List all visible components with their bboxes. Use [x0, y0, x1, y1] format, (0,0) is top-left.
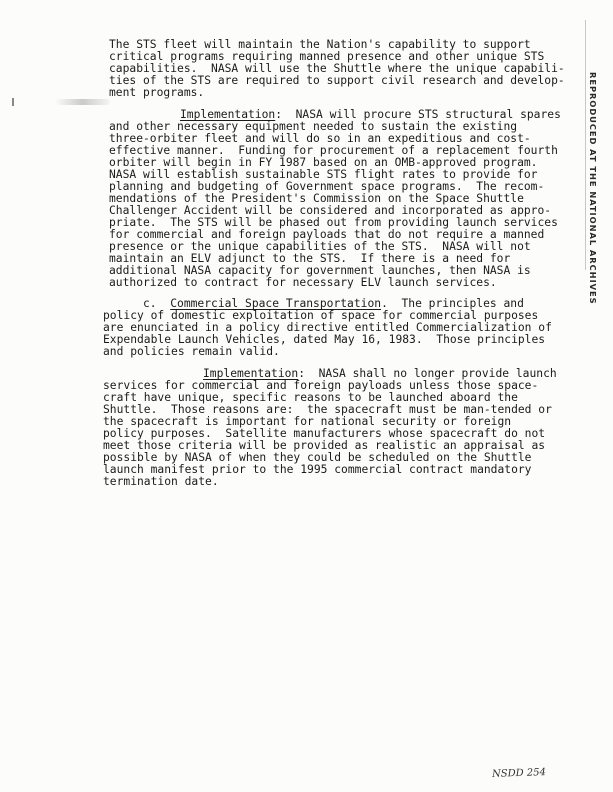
- implementation-label: Implementation: [180, 108, 276, 121]
- handwritten-note: NSDD 254: [491, 767, 547, 780]
- text-line: maintain an ELV adjunct to the STS. If there is a need for: [109, 252, 511, 265]
- text-line: are enunciated in a policy directive entitled Commercialization of: [103, 321, 552, 334]
- text-line: priate. The STS will be phased out from providing launch services: [109, 216, 558, 229]
- text-line: planning and budgeting of Government space programs. The recom-: [109, 180, 545, 193]
- text-line: additional NASA capacity for government launches, then NASA is: [109, 264, 531, 277]
- text-line: NASA will establish sustainable STS flight rates to provide for: [109, 168, 538, 181]
- text-line: ties of the STS are required to support civil research and develop-: [109, 74, 565, 87]
- section-letter: c.: [143, 297, 157, 310]
- text-line: Shuttle. Those reasons are: the spacecraft must be man-tended or: [103, 403, 552, 416]
- page-edge-line: [585, 20, 586, 270]
- text-fragment: : NASA will procure STS structural spares: [275, 108, 561, 121]
- text-line: possible by NASA of when they could be scheduled on the Shuttle: [103, 451, 532, 464]
- text-line: meet those criteria will be provided as realistic an appraisal as: [103, 439, 546, 452]
- text-line: the spacecraft is important for national security or foreign: [103, 415, 512, 428]
- text-line: capabilities. NASA will use the Shuttle where the unique capabili-: [109, 62, 565, 75]
- text-line: orbiter will begin in FY 1987 based on an OMB-approved program.: [109, 156, 538, 169]
- text-line: The STS fleet will maintain the Nation's capability to support: [109, 38, 531, 51]
- implementation-label: Implementation: [203, 367, 299, 380]
- text-line: services for commercial and foreign payloads unless those space-: [103, 379, 539, 392]
- scan-smudge: [55, 99, 110, 105]
- text-line: mendations of the President's Commission on the Space Shuttle: [109, 192, 524, 205]
- text-line: and policies remain valid.: [103, 345, 280, 358]
- text-fragment: . The principles and: [381, 297, 524, 310]
- text-line: presence or the unique capabilities of the STS. NASA will not: [109, 240, 531, 253]
- text-line: and other necessary equipment needed to sustain the existing: [109, 120, 518, 133]
- text-line: for commercial and foreign payloads that do not require a manned: [109, 228, 545, 241]
- text-line: policy purposes. Satellite manufacturers whose spacecraft do not: [103, 427, 546, 440]
- text-line: craft have unique, specific reasons to be launched aboard the: [103, 391, 518, 404]
- text-line: authorized to contract for necessary ELV launch services.: [109, 276, 497, 289]
- text-fragment: : NASA shall no longer provide launch: [298, 367, 557, 380]
- text-line: ment programs.: [109, 86, 205, 99]
- text-line: Expendable Launch Vehicles, dated May 16, 1983. Those principles: [103, 333, 546, 346]
- section-heading: Commercial Space Transportation: [170, 297, 382, 310]
- text-line: Challenger Accident will be considered and incorporated as appro-: [109, 204, 552, 217]
- text-line: critical programs requiring manned presence and other unique STS: [109, 50, 545, 63]
- text-line: three-orbiter fleet and will do so in an expeditious and cost-: [109, 132, 531, 145]
- archives-stamp: REPRODUCED AT THE NATIONAL ARCHIVES: [588, 72, 598, 305]
- scan-mark: [12, 98, 14, 106]
- text-line: termination date.: [103, 475, 219, 488]
- text-line: effective manner. Funding for procurement of a replacement fourth: [109, 144, 558, 157]
- text-line: launch manifest prior to the 1995 commercial contract mandatory: [103, 463, 532, 476]
- text-line: policy of domestic exploitation of space for commercial purposes: [103, 309, 539, 322]
